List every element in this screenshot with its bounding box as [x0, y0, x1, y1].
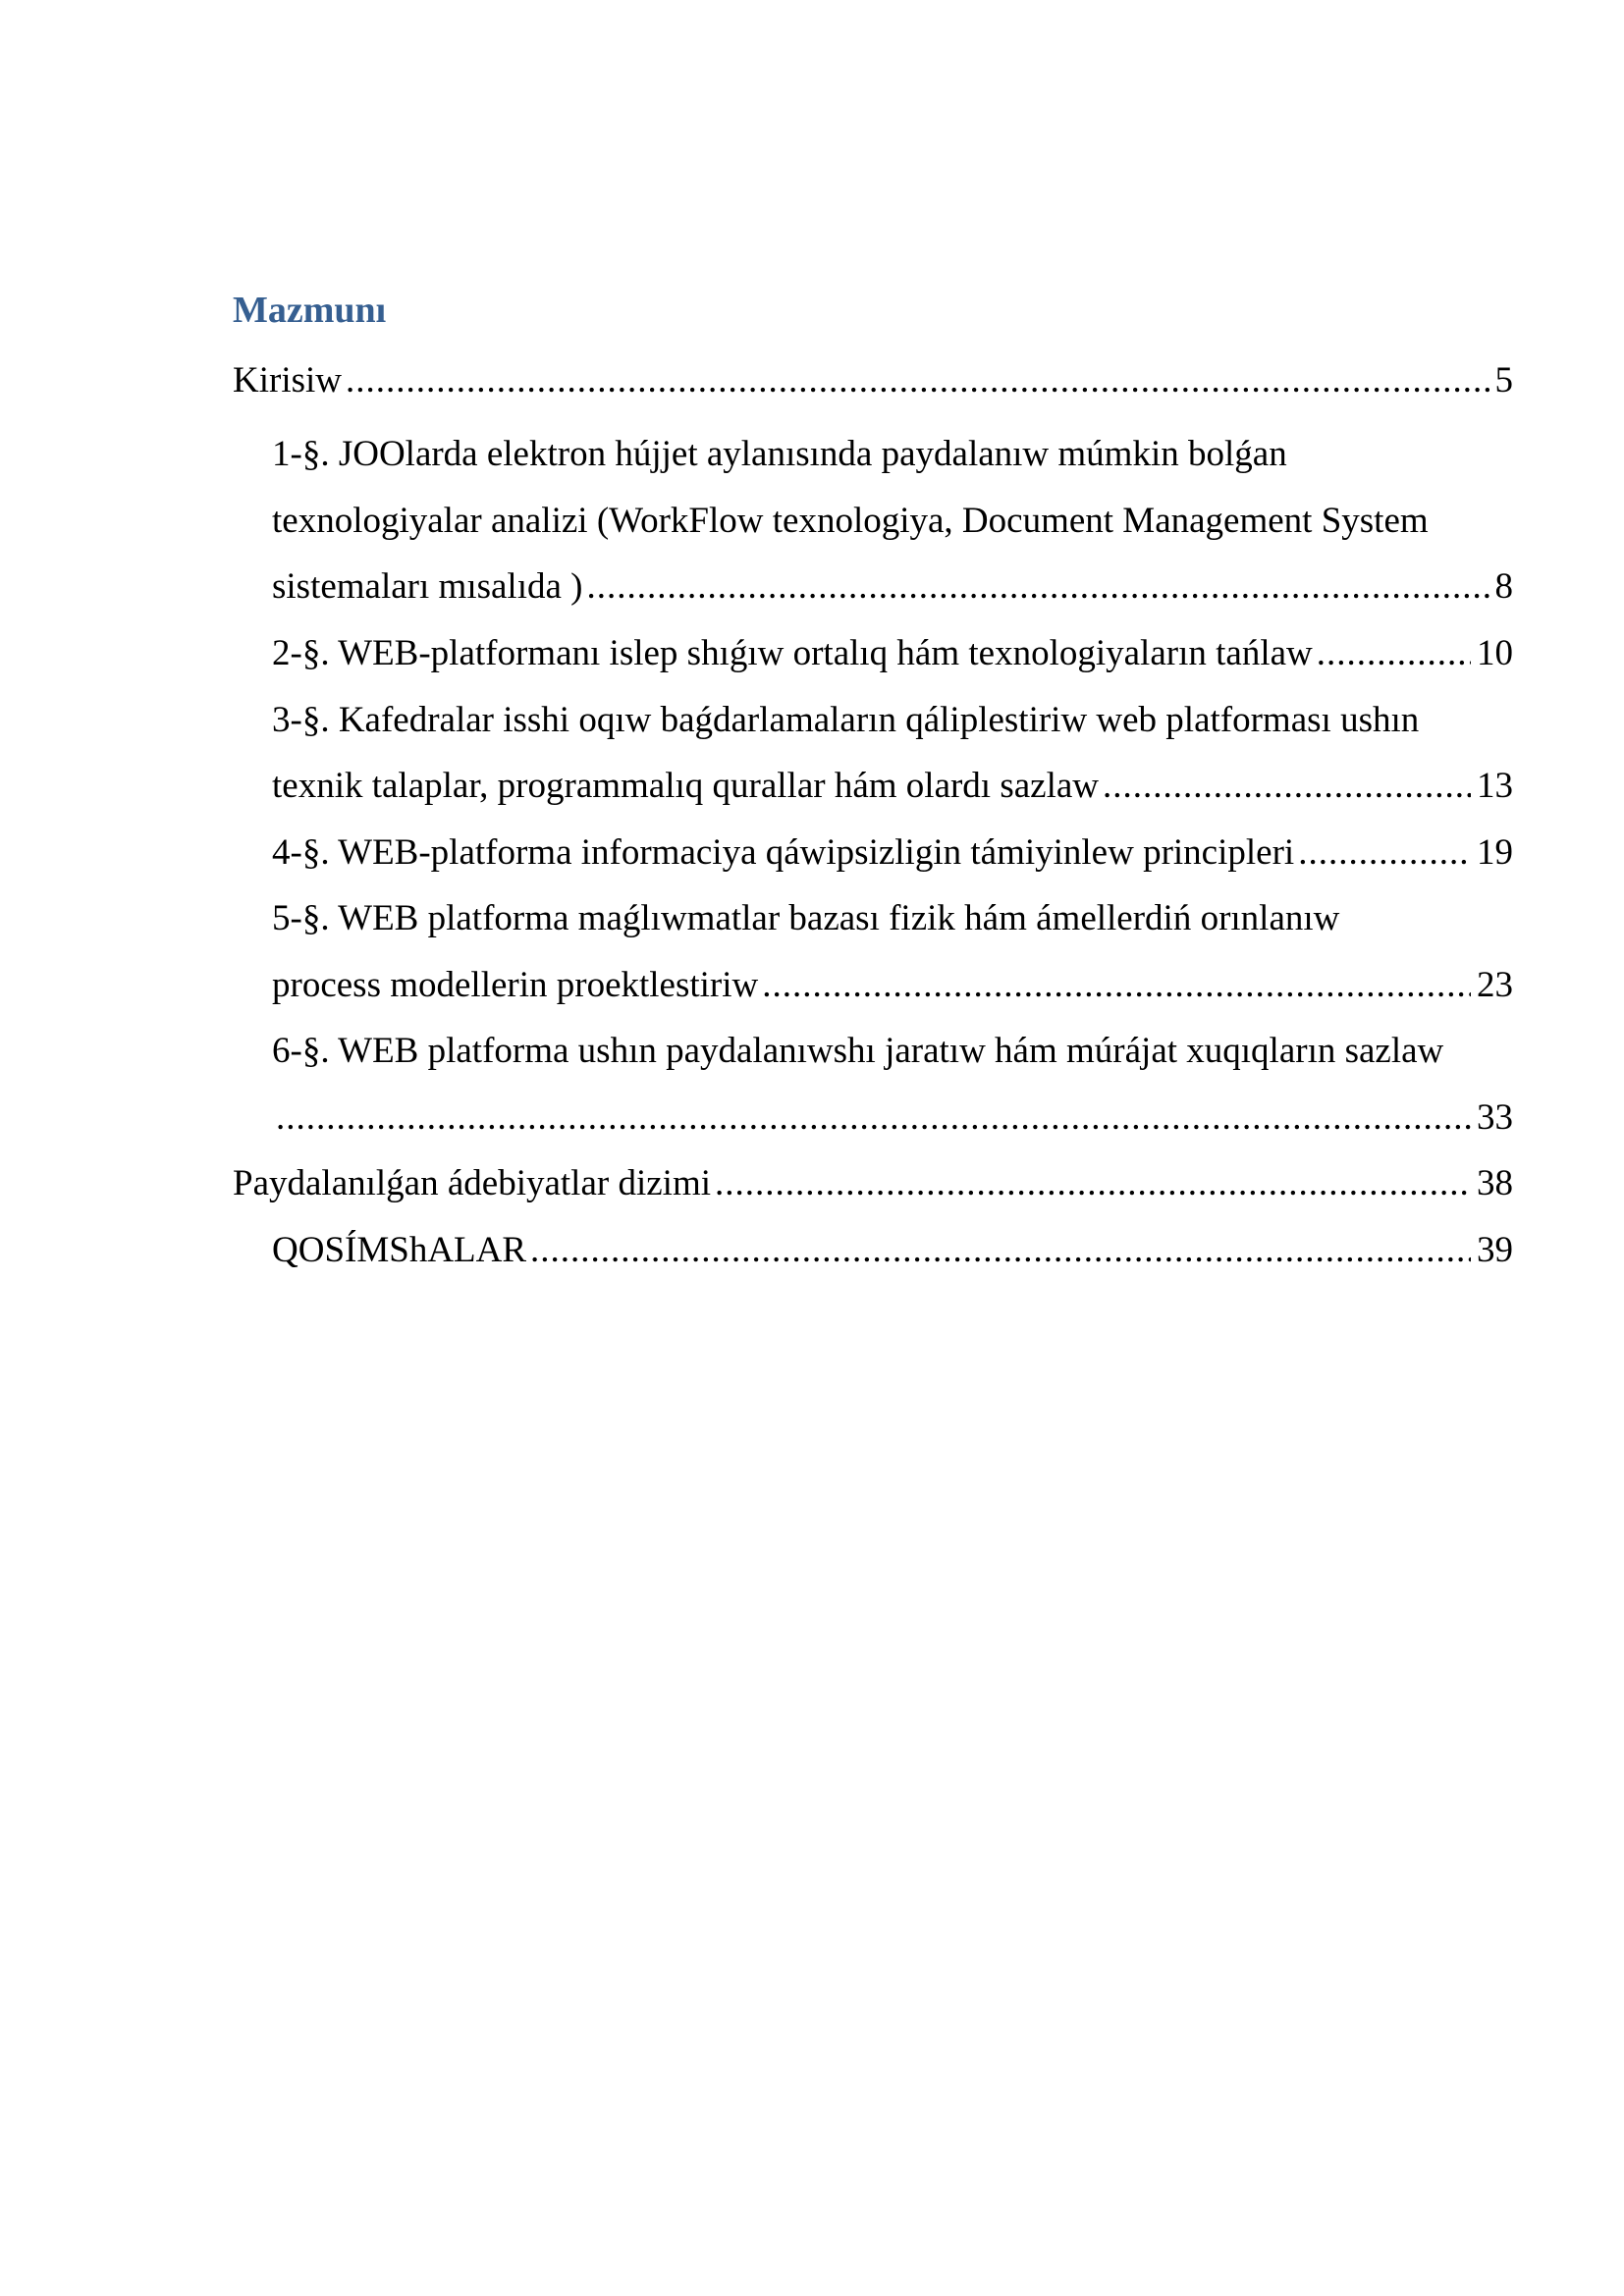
toc-entry-text: process modellerin proektlestiriw [272, 965, 759, 1005]
toc-entry-text: texnik talaplar, programmalıq qurallar hám olardı sazlaw [272, 766, 1100, 806]
toc-title: Mazmunı [233, 290, 387, 331]
toc-entry-text: 3-§. Kafedralar isshi oqıw baǵdarlamaların qáliplestiriw web platforması ushın [272, 700, 1420, 740]
toc-entry-text: 1-§. JOOlarda elektron hújjet aylanısında paydalanıw múmkin bolǵan [272, 434, 1287, 474]
toc-leader-dots [530, 1225, 1471, 1276]
toc-entry-5-line-2[interactable] [272, 960, 1513, 1011]
toc-entry-page: 33 [1477, 1097, 1513, 1138]
toc-entry-6-line-1[interactable] [272, 1026, 1513, 1077]
toc-entry-text: QOSÍMShALAR [272, 1230, 527, 1270]
toc-entry-page: 10 [1477, 633, 1513, 673]
toc-entry-page: 8 [1494, 566, 1513, 607]
toc-entry-text: 5-§. WEB platforma maǵlıwmatlar bazası fizik hám ámellerdiń orınlanıw [272, 898, 1340, 938]
toc-entry-text: texnologiyalar analizi (WorkFlow texnologiya, Document Management System [272, 501, 1429, 541]
toc-entry-text: 2-§. WEB-platformanı islep shıǵıw ortalıq hám texnologiyaların tańlaw [272, 633, 1313, 673]
toc-entry-appendices[interactable] [272, 1225, 1513, 1276]
toc-leader-dots [1298, 828, 1471, 879]
toc-entry-text: Kirisiw [233, 360, 342, 400]
toc-leader-dots [715, 1158, 1471, 1209]
toc-entry-5-line-1[interactable] [272, 893, 1513, 944]
toc-entry-text: Paydalanılǵan ádebiyatlar dizimi [233, 1163, 711, 1203]
toc-entry-2[interactable] [272, 628, 1513, 679]
toc-entry-text: 4-§. WEB-platforma informaciya qáwipsizligin támiyinlew principleri [272, 832, 1295, 873]
toc-entry-1-line-1[interactable] [272, 429, 1513, 480]
toc-leader-dots [762, 960, 1471, 1011]
toc-leader-dots [1317, 628, 1471, 679]
toc-entry-kirisiw[interactable] [233, 355, 1513, 406]
toc-leader-dots [586, 561, 1489, 613]
toc-entry-page: 38 [1477, 1163, 1513, 1203]
toc-leader-dots [1103, 761, 1471, 812]
toc-entry-page: 39 [1477, 1230, 1513, 1270]
toc-entry-3-line-2[interactable] [272, 761, 1513, 812]
toc-entry-page: 5 [1494, 360, 1513, 400]
toc-entry-6-line-2[interactable] [272, 1093, 1513, 1144]
toc-entry-1-line-3[interactable] [272, 561, 1513, 613]
toc-entry-3-line-1[interactable] [272, 695, 1513, 746]
toc-entry-text: 6-§. WEB platforma ushın paydalanıwshı jaratıw hám múrájat xuqıqların sazlaw [272, 1031, 1444, 1071]
toc-leader-dots [346, 355, 1489, 406]
toc-entry-page: 23 [1477, 965, 1513, 1005]
toc-entry-text: sistemaları mısalıda ) [272, 566, 583, 607]
toc-entry-page: 13 [1477, 766, 1513, 806]
toc-entry-4[interactable] [272, 828, 1513, 879]
toc-entry-1-line-2[interactable] [272, 496, 1513, 547]
toc-entry-page: 19 [1477, 832, 1513, 873]
toc-leader-dots [276, 1093, 1471, 1144]
toc-entry-references[interactable] [233, 1158, 1513, 1209]
